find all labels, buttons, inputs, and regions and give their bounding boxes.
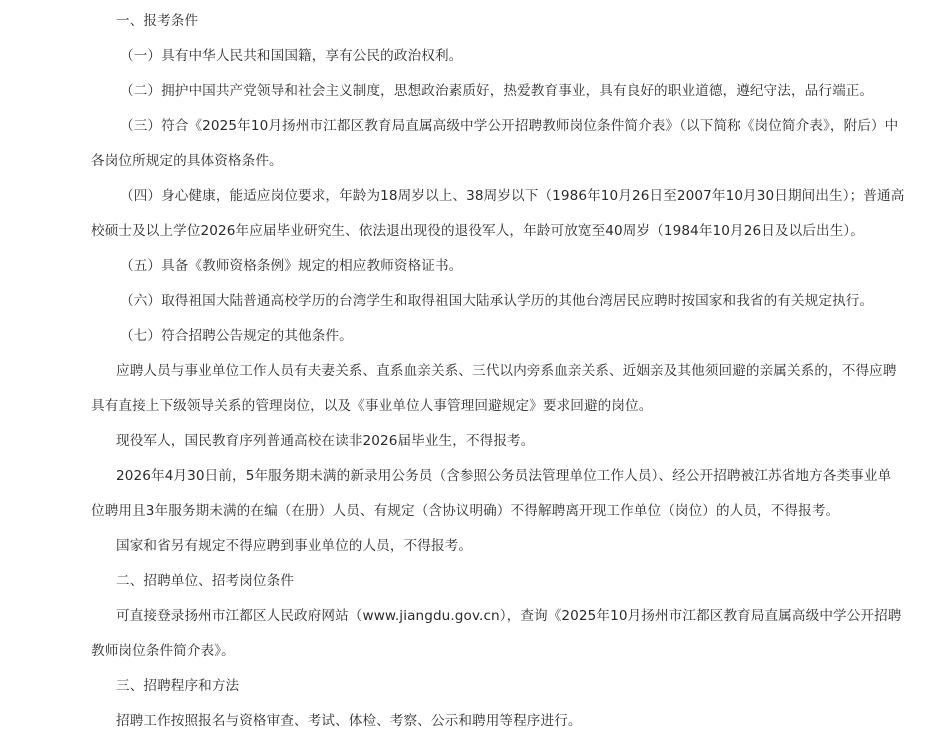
condition-1: （一）具有中华人民共和国国籍，享有公民的政治权利。 [120,48,463,64]
condition-4-line-2: 校硕士及以上学位2026年应届毕业研究生、依法退出现役的退役军人，年龄可放宽至40周岁（1984年10月26日及以后出生）。 [91,223,864,239]
condition-4-line-1: （四）身心健康，能适应岗位要求，年龄为18周岁以上、38周岁以下（1986年10月26日至2007年10月30日期间出生）；普通高 [120,188,905,204]
restriction-2: 现役军人，国民教育序列普通高校在读非2026届毕业生，不得报考。 [116,433,535,449]
section-heading-requirements: 一、报考条件 [116,13,199,29]
positions-paragraph-line-2: 教师岗位条件简介表》。 [91,643,235,659]
condition-2: （二）拥护中国共产党领导和社会主义制度，思想政治素质好，热爱教育事业，具有良好的职业道德，遵纪守法，品行端正。 [120,83,874,99]
positions-paragraph-line-1: 可直接登录扬州市江都区人民政府网站（www.jiangdu.gov.cn），查询《2025年10月扬州市江都区教育局直属高级中学公开招聘 [116,608,902,624]
restriction-1-line-1: 应聘人员与事业单位工作人员有夫妻关系、直系血亲关系、三代以内旁系血亲关系、近姻亲及其他须回避的亲属关系的，不得应聘 [116,363,897,379]
condition-5: （五）具备《教师资格条例》规定的相应教师资格证书。 [120,258,463,274]
condition-7: （七）符合招聘公告规定的其他条件。 [120,328,353,344]
condition-3-line-1: （三）符合《2025年10月扬州市江都区教育局直属高级中学公开招聘教师岗位条件简介表》（以下简称《岗位简介表》，附后）中 [120,118,899,134]
condition-3-line-2: 各岗位所规定的具体资格条件。 [91,153,283,169]
section-heading-positions: 二、招聘单位、招考岗位条件 [116,573,295,589]
procedure-paragraph: 招聘工作按照报名与资格审查、考试、体检、考察、公示和聘用等程序进行。 [116,713,582,729]
restriction-3-line-1: 2026年4月30日前，5年服务期未满的新录用公务员（含参照公务员法管理单位工作人员）、经公开招聘被江苏省地方各类事业单 [116,468,892,484]
condition-6: （六）取得祖国大陆普通高校学历的台湾学生和取得祖国大陆承认学历的其他台湾居民应聘时按国家和我省的有关规定执行。 [120,293,874,309]
restriction-4: 国家和省另有规定不得应聘到事业单位的人员，不得报考。 [116,538,473,554]
restriction-3-line-2: 位聘用且3年服务期未满的在编（在册）人员、有规定（含协议明确）不得解聘离开现工作单位（岗位）的人员，不得报考。 [91,503,840,519]
restriction-1-line-2: 具有直接上下级领导关系的管理岗位，以及《事业单位人事管理回避规定》要求回避的岗位。 [91,398,653,414]
section-heading-procedure: 三、招聘程序和方法 [116,678,240,694]
